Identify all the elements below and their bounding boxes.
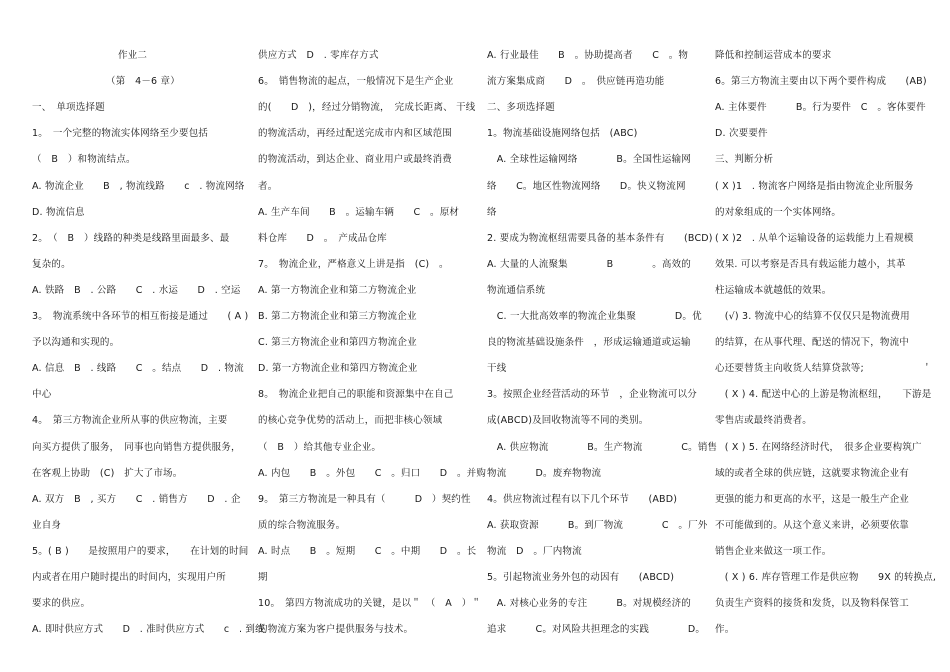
text-line: 的物流活动，到达企业、商业用户或最终消费	[258, 154, 453, 166]
text-line: 业自身	[32, 519, 62, 531]
text-line: 3。按照企业经营活动的环节 ，企业物流可以分	[487, 389, 697, 401]
text-line: 供应方式 D . 零库存方式	[258, 50, 379, 61]
text-line: D. 物流信息	[32, 206, 85, 218]
text-line: C. 第三方物流企业和第四方物流企业	[258, 337, 417, 349]
text-line: 5。( B ) 是按照用户的要求， 在计划的时间	[32, 545, 249, 557]
text-line: A. 获取资源 B。到厂物流 C 。厂外	[487, 519, 708, 531]
text-line: 8。 物流企业把自己的职能和资源集中在自己	[258, 389, 454, 401]
text-line: 作。	[715, 624, 735, 636]
text-line: A. 对核心业务的专注 B。对规模经济的	[487, 598, 691, 610]
text-line: 的物流活动，再经过配送完成市内和区域范围	[258, 128, 453, 140]
text-line: 柱运输成本就越低的效果。	[715, 284, 832, 296]
text-line: ( X ) 4. 配送中心的上游是物流枢纽， 下游是	[715, 389, 932, 401]
text-line: A. 全球性运输网络 B。全国性运输网	[487, 154, 691, 166]
text-line: 物流 D。废弃物物流	[487, 467, 602, 479]
text-line: 心还要替货主向收货人结算贷款等; ＇	[715, 363, 932, 375]
text-line: 10。 第四方物流成功的关键，是以＂ （ A ）＂	[258, 598, 482, 610]
text-line: 销售企业来做这一项工作。	[715, 545, 832, 557]
text-line: 二、多项选择题	[487, 102, 555, 114]
text-line: (√) 3. 物流中心的结算不仅仅只是物流费用	[715, 311, 910, 322]
text-line: A. 时点 B 。短期 C 。中期 D 。长	[258, 545, 477, 557]
text-line: A. 供应物流 B。生产物流 C。销售	[487, 441, 718, 453]
text-line: 6。第三方物流主要由以下两个要件构成 (AB)	[715, 76, 927, 88]
text-line: 5。引起物流业务外包的动因有 (ABCD)	[487, 572, 675, 583]
text-line: 物流通信系统	[487, 284, 546, 296]
text-line: 一、 单项选择题	[32, 102, 105, 114]
text-line: 复杂的。	[32, 258, 71, 270]
text-line: 的对象组成的一个实体网络。	[715, 206, 842, 218]
text-line: 的核心竞争优势的活动上，而把非核心领域	[258, 415, 443, 427]
text-line: 期	[258, 572, 268, 583]
text-line: 在客观上协助 (C) 扩大了市场。	[32, 467, 183, 479]
text-line: A. 内包 B 。外包 C 。归口 D 。并购	[258, 467, 487, 479]
text-line: A. 第一方物流企业和第二方物流企业	[258, 284, 417, 296]
text-line: 1。 一个完整的物流实体网络至少要包括	[32, 128, 209, 140]
text-line: ( X ) 6. 库存管理工作是供应物 9X 的转换点,	[715, 572, 937, 583]
text-line: D. 第一方物流企业和第四方物流企业	[258, 363, 418, 375]
text-line: 成(ABCD)及回收物流等不同的类别。	[487, 415, 649, 427]
text-line: C. 一大批高效率的物流企业集聚 D。优	[487, 311, 702, 322]
text-line: A. 信息 B . 线路 C 。结点 D . 物流	[32, 363, 244, 375]
text-line: 络	[487, 206, 497, 218]
text-line: （ B ）给其他专业企业。	[258, 441, 382, 453]
text-line: （ B ）和物流结点。	[32, 154, 136, 166]
text-line: 4。供应物流过程有以下几个环节 (ABD)	[487, 493, 678, 505]
text-line: 1。物流基础设施网络包括 (ABC)	[487, 128, 638, 140]
text-line: 更强的能力和更高的水平，这是一般生产企业	[715, 493, 910, 505]
text-line: 不可能做到的。从这个意义来讲，必须要依靠	[715, 519, 910, 531]
text-line: 三、判断分析	[715, 154, 774, 166]
text-line: 的结算，在从事代理、配送的情况下，物流中	[715, 337, 910, 349]
text-line: 域的或者全球的供应链，这就要求物流企业有	[715, 467, 910, 479]
text-line: 者。	[258, 180, 278, 192]
text-line: 络 C。地区性物流网络 D。快义物流网	[487, 180, 686, 192]
text-line: 中心	[32, 389, 52, 401]
text-line: 质的综合物流服务。	[258, 519, 346, 531]
text-line: A. 行业最佳 B 。协助提高者 C 。物	[487, 50, 689, 61]
text-line: ( X )2 . 从单个运输设备的运载能力上看规模	[715, 232, 914, 244]
text-line: 流方案集成商 D 。 供应链再造功能	[487, 76, 665, 88]
text-line: 降低和控制运营成本的要求	[715, 50, 832, 61]
text-line: 负责生产资料的接货和发货，以及物料保管工	[715, 598, 910, 610]
text-line: A. 双方 B , 买方 C . 销售方 D . 企	[32, 493, 241, 505]
text-line: （第 4－6 章）	[106, 76, 180, 88]
text-line: 良的物流基础设施条件 ，形成运输通道或运输	[487, 337, 691, 349]
text-line: B. 第二方物流企业和第三方物流企业	[258, 311, 417, 322]
text-line: 4。 第三方物流企业所从事的供应物流，主要	[32, 415, 228, 427]
text-line: A. 即时供应方式 D . 准时供应方式 c . 到线	[32, 624, 265, 636]
text-line: 干线	[487, 363, 507, 375]
column-1	[32, 0, 265, 672]
text-line: ( X )1 . 物流客户网络是指由物流企业所服务	[715, 180, 914, 192]
text-line: A. 生产车间 B 。运输车辆 C 。原材	[258, 206, 460, 218]
text-line: A. 主体要件 B。行为要件 C 。客体要件	[715, 102, 926, 114]
text-line: 追求 C。对风险共担理念的实践 D。	[487, 624, 706, 636]
text-line: 作业二	[118, 50, 148, 61]
text-line: 零售店或最终消费者。	[715, 415, 813, 427]
text-line: 料仓库 D 。 产成品仓库	[258, 232, 387, 244]
text-line: 予以沟通和实现的。	[32, 337, 120, 349]
text-line: 3。 物流系统中各环节的相互衔接是通过 ( A )	[32, 311, 249, 322]
text-line: 内或者在用户随时提出的时间内，实现用户所	[32, 572, 227, 583]
text-line: A. 大量的人流聚集 B 。高效的	[487, 258, 691, 270]
text-line: 要求的供应。	[32, 598, 91, 610]
text-line: 7。 物流企业，严格意义上讲是指 (C) 。	[258, 258, 449, 270]
column-4	[715, 0, 943, 672]
text-line: 的物流方案为客户提供服务与技术。	[258, 624, 414, 636]
text-line: 物流 D 。厂内物流	[487, 545, 582, 557]
text-line: A. 铁路 B . 公路 C . 水运 D . 空运	[32, 284, 241, 296]
text-line: A. 物流企业 B , 物流线路 c . 物流网络	[32, 180, 245, 192]
text-line: 效果. 可以考察是否具有载运能力越小，其革	[715, 258, 906, 270]
column-2	[258, 0, 486, 672]
text-line: D. 次要要件	[715, 128, 768, 140]
text-line: ( X ) 5. 在网络经济时代， 很多企业要构筑广	[715, 441, 922, 453]
text-line: 2。 （ B ）线路的种类是线路里面最多、最	[32, 232, 230, 244]
column-3	[487, 0, 718, 672]
text-line: 2. 要成为物流枢纽需要具备的基本条件有 (BCD)	[487, 232, 713, 244]
text-line: 向买方提供了服务， 同事也向销售方提供服务，	[32, 441, 241, 453]
text-line: 9。 第三方物流是一种具有（ D ）契约性	[258, 493, 471, 505]
text-line: 6。 销售物流的起点，一般情况下是生产企业	[258, 76, 454, 88]
text-line: 的( D )，经过分销物流， 完成长距离、 干线	[258, 102, 476, 114]
